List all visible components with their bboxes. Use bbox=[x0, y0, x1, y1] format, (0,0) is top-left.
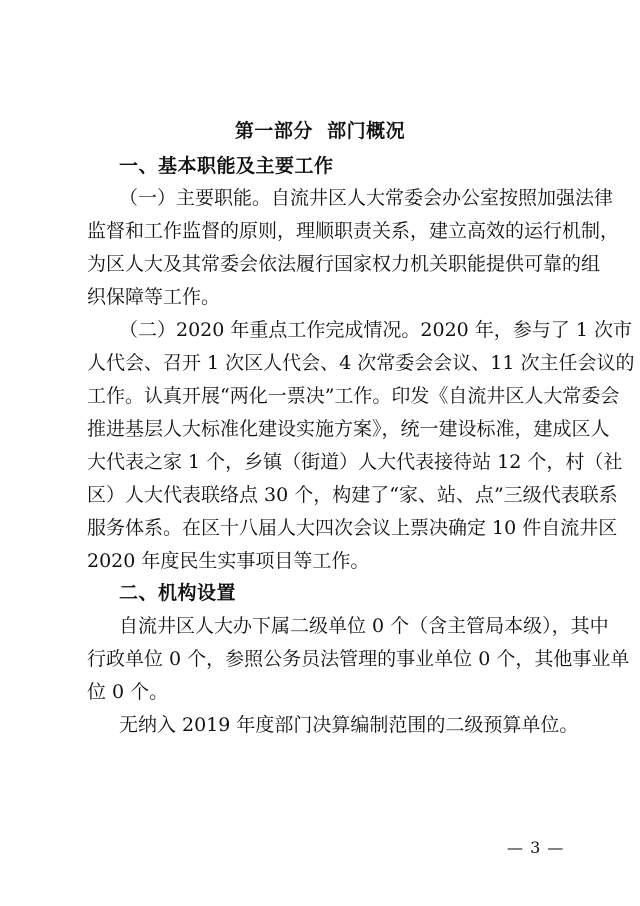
paragraph-line: （二）2020 年重点工作完成情况。2020 年，参与了 1 次市 bbox=[119, 319, 632, 341]
page-number: — 3 — bbox=[507, 838, 565, 857]
paragraph-line: 2020 年度民生实事项目等工作。 bbox=[87, 550, 370, 572]
paragraph-line: 服务体系。在区十八届人大四次会议上票决确定 10 件自流井区 bbox=[87, 517, 618, 539]
paragraph-line: 区）人大代表联络点 30 个，构建了“家、站、点”三级代表联系 bbox=[87, 484, 618, 506]
section-heading-organization: 二、机构设置 bbox=[119, 582, 237, 604]
paragraph-line: 行政单位 0 个，参照公务员法管理的事业单位 0 个，其他事业单 bbox=[87, 648, 630, 670]
paragraph-line: 织保障等工作。 bbox=[87, 286, 221, 308]
paragraph-line: 位 0 个。 bbox=[87, 681, 169, 703]
paragraph-line: 人代会、召开 1 次区人代会、4 次常委会会议、11 次主任会议的 bbox=[87, 352, 635, 374]
section-heading-basic-functions: 一、基本职能及主要工作 bbox=[119, 155, 334, 177]
paragraph-line: （一）主要职能。自流井区人大常委会办公室按照加强法律 bbox=[119, 187, 614, 209]
paragraph-line: 大代表之家 1 个，乡镇（街道）人大代表接待站 12 个，村（社 bbox=[87, 451, 623, 473]
paragraph-line: 为区人大及其常委会依法履行国家权力机关职能提供可靠的组 bbox=[87, 253, 601, 275]
paragraph-line: 监督和工作监督的原则，理顺职责关系，建立高效的运行机制， bbox=[87, 220, 620, 242]
paragraph-line: 自流井区人大办下属二级单位 0 个（含主管局本级），其中 bbox=[119, 615, 609, 637]
paragraph-line: 无纳入 2019 年度部门决算编制范围的二级预算单位。 bbox=[119, 714, 579, 736]
paragraph-line: 推进基层人大标准化建设实施方案》，统一建设标准，建成区人 bbox=[87, 418, 610, 440]
paragraph-line: 工作。认真开展“两化一票决”工作。印发《自流井区人大常委会 bbox=[87, 385, 620, 407]
page-title: 第一部分 部门概况 bbox=[234, 120, 406, 142]
